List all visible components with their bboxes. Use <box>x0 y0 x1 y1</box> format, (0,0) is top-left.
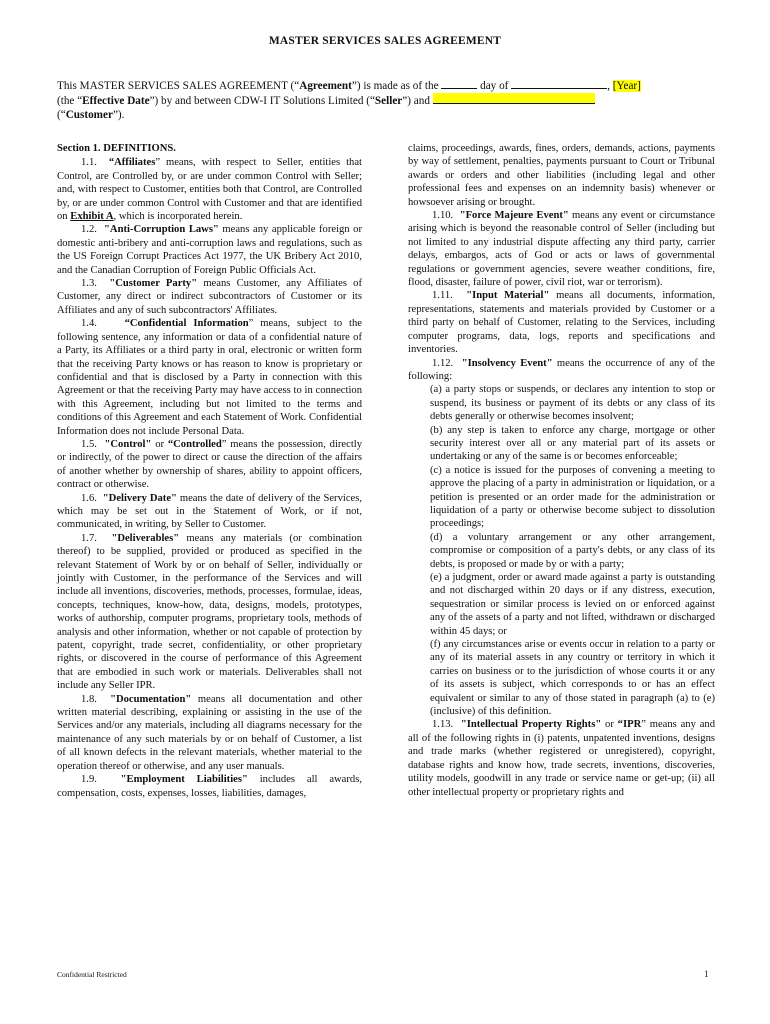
term-effective-date: Effective Date <box>82 95 150 107</box>
definition-text: means any materials (or combination thereof) to be supplied, provided or produced as specified in the relevant Statement of Work by or on behalf of Seller, individually or jointly with Customer, in the performance of the Services and will include all inventions, discoveries, methods, processes, formulae, ideas, concepts, techniques, know-how, data, designs, models, prototypes, works of authorship, computer programs, proprietary tools, methods of analysis and other information, whether or not capable of protection by patent, copyright, trade secret, confidentiality, or other proprietary rights, or discovered in the course of performance of this Agreement that are embodied in such work or materials. Deliverables shall not include any Seller IPR. <box>57 532 363 692</box>
definition-affiliates <box>57 156 362 223</box>
definition-text: or <box>151 438 168 450</box>
defined-term: "Anti-Corruption Laws" <box>104 224 219 236</box>
clause-number: 1.13. <box>432 719 454 731</box>
defined-term: "Documentation" <box>110 693 192 705</box>
intro-text: ”) by and between CDW-I IT Solutions Limited (“ <box>149 95 375 107</box>
definition-text: or <box>601 719 618 731</box>
insolvency-item-d: (d) a voluntary arrangement or any other arrangement, compromise or composition of a party's debts, or any class of its debts, is proposed or made by or with a party; <box>430 531 715 570</box>
page-number: 1 <box>704 969 709 979</box>
document-title: MASTER SERVICES SALES AGREEMENT <box>268 35 502 47</box>
section-heading: Section 1. DEFINITIONS. <box>57 143 176 154</box>
definition-text: means the date of delivery of the Services, which may be set out in the Statement of Work, or if not, communicated, in writing, by Seller to Customer. <box>57 492 362 531</box>
exhibit-a-link[interactable]: Exhibit A <box>70 211 114 223</box>
definition-employment-liabilities <box>57 773 362 800</box>
clause-number: 1.7. <box>81 532 97 544</box>
right-column <box>408 142 715 799</box>
defined-term: “IPR <box>617 719 642 731</box>
term-seller: Seller <box>374 95 403 107</box>
insolvency-item-c: (c) a notice is issued for the purposes of convening a meeting to approve the placing of a party in administration or liquidation, or a petition is presented or an order made for the administration or liquidation of a party or otherwise become subject to dissolution proceedings; <box>430 464 715 530</box>
term-customer: Customer <box>65 109 113 121</box>
term-agreement: Agreement <box>299 80 352 92</box>
defined-term: "Deliverables" <box>111 532 180 544</box>
defined-term: "Customer Party" <box>109 278 198 290</box>
definition-text: means all documents, information, representations, statements and materials provided by Customer or a third party on behalf of Customer, relating to the Services, including computer programs, data, logs, reports and specifications and inventories. <box>408 290 716 356</box>
clause-number: 1.2. <box>81 224 97 236</box>
intro-text: (“ <box>57 109 66 121</box>
defined-term: "Employment Liabilities" <box>120 774 248 786</box>
clause-number: 1.8. <box>81 693 97 705</box>
footer-confidential-label: Confidential Restricted <box>57 970 127 979</box>
clause-number: 1.10. <box>432 210 454 222</box>
defined-term: "Insolvency Event" <box>461 357 553 369</box>
blank-day[interactable] <box>441 78 477 89</box>
definition-delivery-date <box>57 492 362 532</box>
clause-number: 1.11. <box>432 290 453 302</box>
definition-insolvency-event <box>408 357 715 384</box>
definition-documentation <box>57 693 362 773</box>
definition-text: means the occurrence of any of the following: <box>408 357 715 382</box>
clause-number: 1.1. <box>81 157 97 169</box>
intro-text: ”) is made as of the <box>351 80 439 92</box>
insolvency-item-e: (e) a judgment, order or award made against a party is outstanding and not discharged within 20 days or if any distress, execution, sequestration or similar process is levied on or enforced against any of the assets of a party and not lifted, withdrawn or discharged within 45 days; or <box>430 572 715 637</box>
intro-text: (the “ <box>57 95 83 107</box>
definition-customer-party <box>57 277 362 317</box>
definition-text: ” means the possession, directly or indirectly, of the power to direct or cause the direction of the affairs of another whether by ownership of shares, ability to appoint officers, contract or otherwise. <box>57 438 363 491</box>
definition-continuation: claims, proceedings, awards, fines, orders, demands, actions, payments by way of settlement, penalties, payments pursuant to Court or Tribunal awards or orders and other liabilities (including legal and other professional fees and expenses on an indemnity basis) whenever or howsoever arising or brought. <box>408 143 715 208</box>
intro-text: This MASTER SERVICES SALES AGREEMENT (“ <box>57 80 300 92</box>
definition-confidential-information <box>57 317 362 438</box>
defined-term: "Delivery Date" <box>102 492 177 504</box>
defined-term: "Input Material" <box>466 290 550 302</box>
clause-number: 1.12. <box>432 357 454 369</box>
intro-text: ”). <box>112 109 125 121</box>
definition-deliverables <box>57 532 362 693</box>
intro-text: day of <box>480 80 509 92</box>
intro-paragraph: This MASTER SERVICES SALES AGREEMENT (“Agreement”) is made as of the day of , [Year] (the “Effective Date”) by and between CDW-I IT Solutions Limited (“Seller”) and (“Customer”). <box>57 80 641 121</box>
clause-number: 1.3. <box>81 278 97 290</box>
year-placeholder[interactable]: [Year] <box>612 80 641 92</box>
definition-text: means Customer, any Affiliates of Customer, any direct or indirect subcontractors of Customer or its Affiliates and any of such subcontractors' Affiliates. <box>57 278 362 316</box>
definition-text: , which is incorporated herein. <box>113 211 243 223</box>
left-column <box>57 142 362 800</box>
clause-number: 1.5. <box>81 438 97 450</box>
definition-text: means any event or circumstance arising which is beyond the reasonable control of Seller (including but not limited to any industrial dispute affecting any third party, carrier delays, embargos, acts of God or acts or laws of governmental regulations or government agencies, severe weather conditions, fire, flood, disaster, failure of power, civil riot, war or terrorism). <box>408 210 716 289</box>
defined-term: “Affiliates <box>108 157 156 169</box>
insolvency-item-a: (a) a party stops or suspends, or declares any intention to stop or suspend, its business or payment of its debts or any class of its debts generally or otherwise becomes insolvent; <box>430 384 715 423</box>
defined-term: "Control" <box>104 438 152 450</box>
defined-term: "Intellectual Property Rights" <box>460 719 602 731</box>
definition-anti-corruption <box>57 223 362 277</box>
definition-text: includes all awards, compensation, costs, expenses, losses, liabilities, damages, <box>57 774 362 799</box>
clause-number: 1.4. <box>81 318 97 330</box>
definition-text: means any applicable foreign or domestic anti-bribery and anti-corruption laws and regulations, such as the US Foreign Corrupt Practices Act 1977, the UK Bribery Act 2010, and the Canadian Corruption of Foreign Public Officials Act. <box>57 224 362 276</box>
defined-term: "Force Majeure Event" <box>459 210 569 222</box>
defined-term: “Controlled <box>167 438 222 450</box>
intro-text: ”) and <box>402 95 430 107</box>
customer-name-blank[interactable] <box>433 93 595 104</box>
definition-text: ” means any and all of the following rights in (i) patents, unpatented inventions, designs and trade marks (whether registered or unregistered), copyright, database rights and know how, trade secrets, inventions, discoveries, utility models, goodwill in any trade or service name or get-up; (ii) all other intellectual property or proprietary rights and <box>408 719 716 798</box>
insolvency-item-f: (f) any circumstances arise or events occur in relation to a party or any of its material assets in any country or territory in which it carries on business or to the jurisdiction of whose courts it or any of its assets is subject, which corresponds to or has an effect equivalent or similar to any of those stated in paragraph (a) to (e) (inclusive) of this definition. <box>430 639 715 718</box>
definition-control <box>57 438 362 492</box>
definition-input-material <box>408 289 715 356</box>
clause-number: 1.6. <box>81 492 97 504</box>
clause-number: 1.9. <box>81 774 97 786</box>
definition-force-majeure <box>408 209 715 289</box>
definition-text: ” means, subject to the following sentence, any information or data of a confidential nature of a Party, its Affiliates or a third party in oral, electronic or written form that the receiving Party knows or has reason to know is proprietary or confidential and that is disclosed by a Party in connection with this Agreement or that the receiving Party may have access to in connection with this Agreement, including but not limited to the terms and conditions of this Agreement and each Statement of Work. Confidential Information does not include Personal Data. <box>57 318 362 437</box>
definition-text: ” means, with respect to Seller, entities that Control, are Controlled by, or are under common Control with Seller; and, with respect to Customer, entities both that Control, are Controlled by, or are under common Control with Customer and that are identified on <box>57 157 362 223</box>
definition-text: means all documentation and other written material describing, explaining or assisting in the use of the Services and/or any materials, including all diagrams necessary for the maintenance of any such materials by or on behalf of Customer, a list of all known defects in the relevant materials, whether material to the operation thereof or otherwise, and any user manuals. <box>57 693 362 772</box>
definition-ipr <box>408 718 715 798</box>
blank-month[interactable] <box>511 78 607 89</box>
insolvency-item-b: (b) any step is taken to enforce any charge, mortgage or other security interest over all or any material part of its assets or undertaking or any of the same is or becomes enforceable; <box>430 424 715 463</box>
defined-term: “Confidential Information <box>124 318 249 330</box>
